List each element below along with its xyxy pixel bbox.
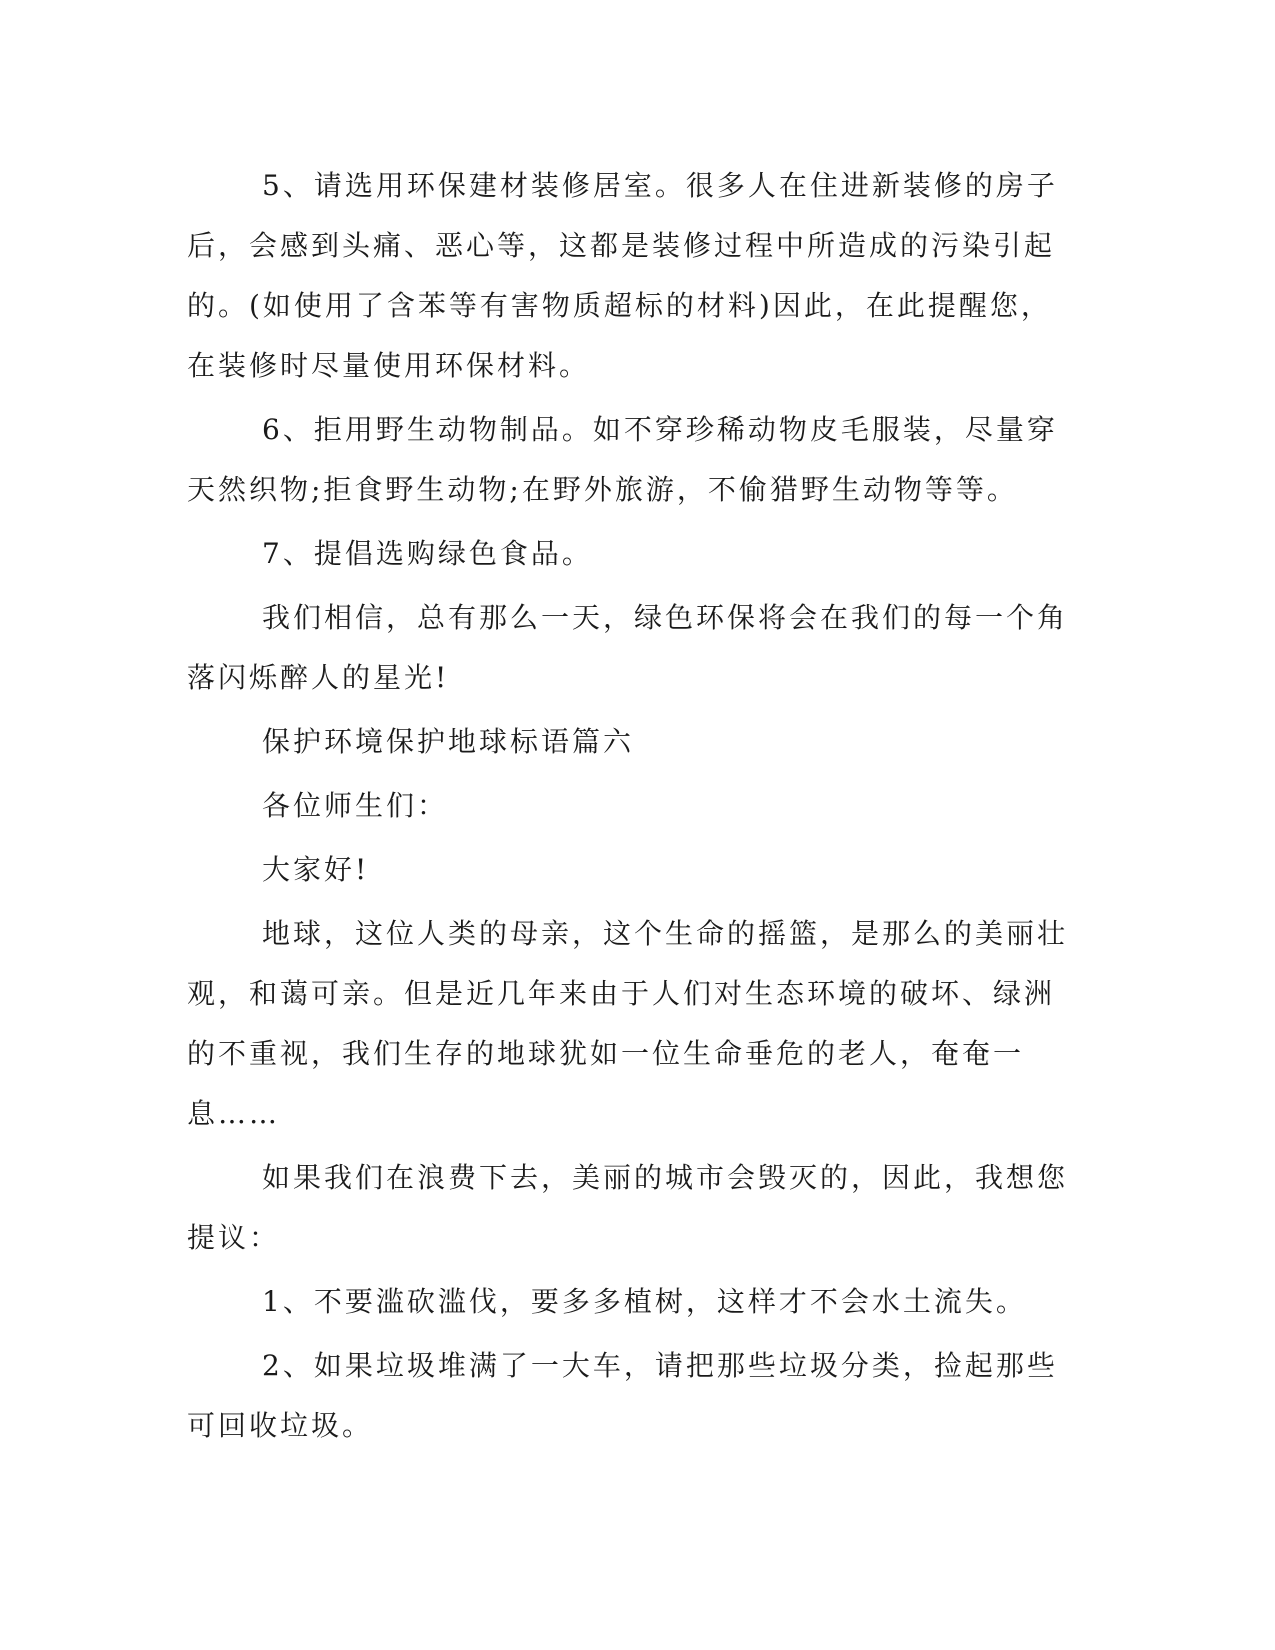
proposal-item-1: 1、不要滥砍滥伐，要多多植树，这样才不会水土流失。 bbox=[262, 1285, 1027, 1318]
paragraph-item-6: 6、拒用野生动物制品。如不穿珍稀动物皮毛服装，尽量穿天然织物;拒食野生动物;在野外旅游，不偷猎野生动物等等。 bbox=[187, 413, 1058, 506]
document-body bbox=[187, 156, 1077, 1456]
paragraph-item-5: 5、请选用环保建材装修居室。很多人在住进新装修的房子后，会感到头痛、恶心等，这都是装修过程中所造成的污染引起的。(如使用了含苯等有害物质超标的材料)因此，在此提醒您，在装修时尽量使用环保材料。 bbox=[187, 169, 1058, 382]
intro-paragraph: 地球，这位人类的母亲，这个生命的摇篮，是那么的美丽壮观，和蔼可亲。但是近几年来由于人们对生态环境的破坏、绿洲的不重视，我们生存的地球犹如一位生命垂危的老人，奄奄一息…… bbox=[187, 917, 1069, 1130]
proposal-item-2: 2、如果垃圾堆满了一大车，请把那些垃圾分类，捡起那些可回收垃圾。 bbox=[187, 1349, 1058, 1442]
proposal-paragraph: 如果我们在浪费下去，美丽的城市会毁灭的，因此，我想您提议： bbox=[187, 1161, 1069, 1254]
salutation: 各位师生们： bbox=[262, 789, 449, 822]
section-heading: 保护环境保护地球标语篇六 bbox=[262, 725, 635, 758]
closing-paragraph: 我们相信，总有那么一天，绿色环保将会在我们的每一个角落闪烁醉人的星光! bbox=[187, 601, 1069, 694]
paragraph-item-7: 7、提倡选购绿色食品。 bbox=[262, 537, 593, 570]
greeting: 大家好! bbox=[262, 853, 370, 886]
